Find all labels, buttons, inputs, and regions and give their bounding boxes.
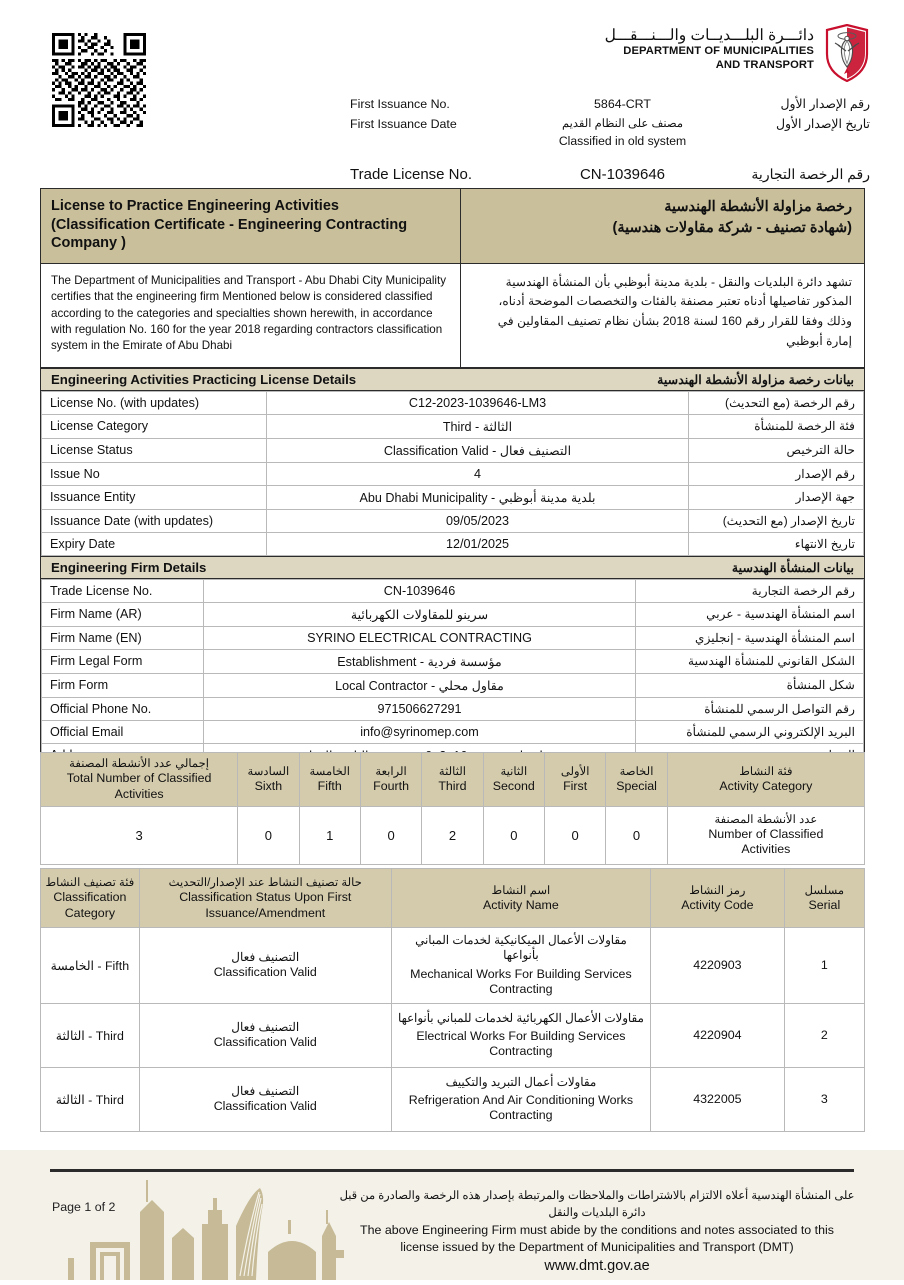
- abu-dhabi-falcon-emblem-icon: [824, 24, 870, 82]
- first-issuance-date-row: [350, 116, 870, 150]
- firm-details-header-ar: بيانات المنشأة الهندسية: [731, 560, 854, 575]
- serial-header-ar: مسلسل: [804, 883, 845, 897]
- activities-header-row: [41, 869, 865, 928]
- activity-classification: Third - الثالثة: [41, 1003, 140, 1067]
- class-header-ar: فئة تصنيف النشاط: [45, 876, 135, 889]
- col-header-en: Second: [492, 779, 535, 794]
- row-label-ar: رقم التواصل الرسمي للمنشأة: [636, 697, 864, 720]
- table-row: [42, 414, 864, 438]
- row-label-ar: اسم المنشأة الهندسية - عربي: [636, 602, 864, 626]
- row-label-en: Expiry Date: [42, 532, 267, 555]
- activity-status: [139, 1067, 391, 1131]
- total-header-en-line1: Total Number of Classified: [66, 771, 212, 786]
- activity-name-ar: مقاولات الأعمال الميكانيكية لخدمات المباني بأنواعها: [415, 933, 627, 963]
- activity-status-ar: التصنيف فعال: [231, 1083, 300, 1098]
- col-header-ar: الثانية: [500, 764, 528, 778]
- counts-col-header-second: [483, 753, 544, 807]
- qr-code-icon: [52, 33, 146, 127]
- activity-status-ar: التصنيف فعال: [231, 949, 300, 964]
- row-label-ar: اسم المنشأة الهندسية - إنجليزي: [636, 626, 864, 649]
- class-header-en-line2: Category: [64, 905, 116, 920]
- issuance-info-block: [350, 96, 870, 188]
- counts-col-header-third: [422, 753, 483, 807]
- row-value: 12/01/2025: [267, 532, 689, 555]
- footer-divider: [50, 1169, 854, 1172]
- col-header-en: Third: [438, 779, 467, 794]
- activity-status: [139, 1003, 391, 1067]
- certificate-title-english: [41, 189, 461, 263]
- abu-dhabi-skyline-icon: [60, 1180, 350, 1280]
- table-row: [42, 579, 864, 602]
- certificate-title-ar-line2: (شهادة تصنيف - شركة مقاولات هندسية): [612, 219, 852, 236]
- total-value: 3: [41, 806, 238, 864]
- serial-header-en: Serial: [808, 897, 841, 912]
- row-label-ar: البريد الإلكتروني الرسمي للمنشأة: [636, 720, 864, 743]
- activity-serial: 2: [784, 1003, 864, 1067]
- col-header-en: First: [563, 779, 588, 794]
- class-header-en-line1: Classification: [53, 890, 127, 905]
- document-header: [0, 0, 904, 184]
- activity-code: 4220904: [651, 1003, 785, 1067]
- license-details-header-ar: بيانات رخصة مزاولة الأنشطة الهندسية: [657, 372, 854, 387]
- certificate-title-en-line2: (Classification Certificate - Engineering Contracting: [51, 216, 408, 233]
- activity-name: [391, 928, 650, 1004]
- row-value: Classification Valid - التصنيف فعال: [267, 438, 689, 462]
- activity-status: [139, 928, 391, 1004]
- counts-col-header-special: [606, 753, 667, 807]
- counts-value-row: [41, 806, 865, 864]
- status-header-en-line2: Issuance/Amendment: [205, 905, 326, 920]
- row-value: C12-2023-1039646-LM3: [267, 391, 689, 414]
- row-value: سرينو للمقاولات الكهربائية: [204, 602, 636, 626]
- table-row: [42, 649, 864, 673]
- table-row: [42, 391, 864, 414]
- row-label-ar: رقم الرخصة (مع التحديث): [689, 391, 864, 414]
- count-third: 2: [422, 806, 483, 864]
- trade-license-no-row: [350, 164, 870, 186]
- classification-category-header: [41, 869, 140, 928]
- row-value: SYRINO ELECTRICAL CONTRACTING: [204, 626, 636, 649]
- row-label-en: Official Phone No.: [42, 697, 204, 720]
- code-header-en: Activity Code: [681, 897, 754, 912]
- table-row: [41, 1067, 865, 1131]
- org-name-english-line1: DEPARTMENT OF MUNICIPALITIES: [623, 45, 814, 58]
- firm-details-header-en: Engineering Firm Details: [51, 559, 207, 575]
- certificate-title-en-line3: Company ): [51, 235, 126, 252]
- activity-classification: Third - الثالثة: [41, 1067, 140, 1131]
- col-header-ar: الرابعة: [375, 764, 407, 778]
- col-header-en: Special: [616, 779, 657, 794]
- row-label-ar: جهة الإصدار: [689, 485, 864, 509]
- first-issuance-date-label: First Issuance Date: [350, 116, 457, 131]
- col-header-ar: الخامسة: [309, 764, 350, 778]
- row-label-ar: تاريخ الإصدار (مع التحديث): [689, 509, 864, 532]
- footer-note: [330, 1188, 864, 1274]
- license-details-section-header: [41, 368, 864, 391]
- count-fifth: 1: [299, 806, 360, 864]
- row-value: info@syrinomep.com: [204, 720, 636, 743]
- org-name-arabic: دائـــرة البلـــديــات والـــنـــقـــل: [604, 27, 814, 44]
- col-header-en: Fifth: [317, 779, 342, 794]
- count-special: 0: [606, 806, 667, 864]
- row-value: 4: [267, 462, 689, 485]
- row-label-en: Trade License No.: [42, 579, 204, 602]
- col-header-ar: السادسة: [247, 764, 290, 778]
- table-row: [42, 602, 864, 626]
- firm-details-table: [41, 579, 864, 768]
- row-label-en: Firm Legal Form: [42, 649, 204, 673]
- certificate-title-ar-line1: رخصة مزاولة الأنشطة الهندسية: [664, 199, 852, 215]
- col-header-ar: الأولى: [560, 764, 590, 778]
- activity-category-header-en: Activity Category: [719, 779, 813, 794]
- activity-category-header-ar: فئة النشاط: [739, 764, 793, 778]
- activity-serial: 3: [784, 1067, 864, 1131]
- activity-name: [391, 1003, 650, 1067]
- organization-logo: [605, 24, 870, 82]
- license-details-table: [41, 391, 864, 556]
- counts-row-label-ar: عدد الأنشطة المصنفة: [714, 812, 818, 826]
- activity-code: 4322005: [651, 1067, 785, 1131]
- counts-row-label-en-line1: Number of Classified: [708, 827, 824, 842]
- table-row: [42, 673, 864, 697]
- table-row: [42, 509, 864, 532]
- counts-table: [40, 752, 865, 865]
- classification-status-header: [139, 869, 391, 928]
- col-header-en: Sixth: [254, 779, 283, 794]
- firm-details-section-header: [41, 556, 864, 579]
- certificate-title-banner: [41, 189, 864, 264]
- count-fourth: 0: [360, 806, 421, 864]
- counts-col-header-fifth: [299, 753, 360, 807]
- count-sixth: 0: [238, 806, 299, 864]
- first-issuance-date-value: [525, 116, 720, 150]
- activity-code: 4220903: [651, 928, 785, 1004]
- row-label-en: Official Email: [42, 720, 204, 743]
- row-label-ar: الشكل القانوني للمنشأة الهندسية: [636, 649, 864, 673]
- col-header-en: Fourth: [373, 779, 409, 794]
- license-details-header-en: Engineering Activities Practicing License Details: [51, 371, 357, 387]
- classified-activities-counts: [40, 752, 865, 865]
- row-label-ar: حالة الترخيص: [689, 438, 864, 462]
- code-header-ar: رمز النشاط: [689, 883, 746, 897]
- footer-note-en-line1: The above Engineering Firm must abide by the conditions and notes associated to this: [360, 1223, 834, 1238]
- activity-name: [391, 1067, 650, 1131]
- row-value: 971506627291: [204, 697, 636, 720]
- row-value: 09/05/2023: [267, 509, 689, 532]
- row-label-en: Issue No: [42, 462, 267, 485]
- row-label-en: Firm Form: [42, 673, 204, 697]
- first-issuance-date-label-ar: تاريخ الإصدار الأول: [776, 116, 870, 131]
- counts-col-header-fourth: [360, 753, 421, 807]
- serial-header: [784, 869, 864, 928]
- activities-table: [40, 868, 865, 1132]
- table-row: [41, 1003, 865, 1067]
- activity-status-en: Classification Valid: [213, 1099, 317, 1114]
- trade-license-value: CN-1039646: [579, 166, 666, 184]
- certification-statement-en: The Department of Municipalities and Transport - Abu Dhabi City Municipality certifies that the engineering firm Mentioned below is considered classified according to the categories and specialties shown herewith, in accordance with regulation No. 160 for the year 2018 regarding contractors classification system in the Emirate of Abu Dhabi: [41, 264, 461, 367]
- table-row: [42, 720, 864, 743]
- certificate-title-arabic: [461, 189, 864, 263]
- row-label-ar: فئة الرخصة للمنشأة: [689, 414, 864, 438]
- table-row: [42, 485, 864, 509]
- footer-note-ar: على المنشأة الهندسية أعلاه الالتزام بالاشتراطات والملاحظات والمرتبطة بإصدار هذه الرخصة والصادرة من قبل دائرة البلديات والنقل: [339, 1190, 855, 1220]
- activity-status-en: Classification Valid: [213, 965, 317, 980]
- row-label-en: Firm Name (AR): [42, 602, 204, 626]
- row-label-ar: رقم الرخصة التجارية: [636, 579, 864, 602]
- total-header-en-line2: Activities: [114, 786, 164, 801]
- row-label-en: License Status: [42, 438, 267, 462]
- table-row: [41, 928, 865, 1004]
- counts-row-label: [667, 806, 864, 864]
- table-row: [42, 697, 864, 720]
- activity-name-ar: مقاولات الأعمال الكهربائية لخدمات للمباني بأنواعها: [397, 1010, 644, 1025]
- activity-category-header: [667, 753, 864, 807]
- row-label-en: License Category: [42, 414, 267, 438]
- row-label-ar: تاريخ الانتهاء: [689, 532, 864, 555]
- count-first: 0: [544, 806, 605, 864]
- name-header-ar: اسم النشاط: [491, 883, 551, 897]
- row-label-en: Issuance Date (with updates): [42, 509, 267, 532]
- table-row: [42, 462, 864, 485]
- certificate-title-en-line1: License to Practice Engineering Activities: [51, 198, 339, 214]
- row-value: CN-1039646: [204, 579, 636, 602]
- footer-note-en-line2: license issued by the Department of Municipalities and Transport (DMT): [400, 1240, 794, 1255]
- first-issuance-no-label: First Issuance No.: [350, 97, 450, 111]
- activities-list: [40, 868, 865, 1132]
- trade-license-label: Trade License No.: [350, 166, 473, 184]
- counts-header-row: [41, 753, 865, 807]
- row-label-en: Issuance Entity: [42, 485, 267, 509]
- first-issuance-no-row: [350, 96, 870, 114]
- count-second: 0: [483, 806, 544, 864]
- activity-classification: Fifth - الخامسة: [41, 928, 140, 1004]
- status-header-en-line1: Classification Status Upon First: [179, 890, 352, 905]
- row-value: Third - الثالثة: [267, 414, 689, 438]
- dmt-website-url[interactable]: www.dmt.gov.ae: [544, 1258, 650, 1275]
- certification-statement: [41, 264, 864, 368]
- first-issuance-no-value: 5864-CRT: [594, 97, 651, 111]
- col-header-ar: الثالثة: [438, 764, 466, 778]
- document-footer: [0, 1150, 904, 1280]
- col-header-ar: الخاصة: [619, 764, 654, 778]
- org-name-english-line2: AND TRANSPORT: [715, 59, 814, 72]
- activity-name-header: [391, 869, 650, 928]
- counts-col-header-first: [544, 753, 605, 807]
- row-value: Abu Dhabi Municipality - بلدية مدينة أبوظبي: [267, 485, 689, 509]
- page-number: Page 1 of 2: [52, 1200, 116, 1214]
- total-header: [41, 753, 238, 807]
- table-row: [42, 626, 864, 649]
- first-issuance-date-value-en: Classified in old system: [558, 133, 687, 148]
- activity-name-en: Refrigeration And Air Conditioning Works Contracting: [408, 1092, 634, 1123]
- activity-status-en: Classification Valid: [213, 1035, 317, 1050]
- certificate-body: [40, 188, 865, 769]
- activity-status-ar: التصنيف فعال: [231, 1019, 300, 1034]
- row-value: Establishment - مؤسسة فردية: [204, 649, 636, 673]
- row-label-en: Firm Name (EN): [42, 626, 204, 649]
- first-issuance-date-value-ar: مصنف على النظام القديم: [562, 117, 683, 130]
- activity-name-en: Mechanical Works For Building Services Contracting: [410, 966, 632, 997]
- activity-name-ar: مقاولات أعمال التبريد والتكييف: [445, 1074, 597, 1089]
- total-header-ar: إجمالي عدد الأنشطة المصنفة: [69, 757, 210, 770]
- table-row: [42, 438, 864, 462]
- counts-row-label-en-line2: Activities: [741, 842, 791, 857]
- table-row: [42, 532, 864, 555]
- activity-serial: 1: [784, 928, 864, 1004]
- row-label-ar: رقم الإصدار: [689, 462, 864, 485]
- activity-name-en: Electrical Works For Building Services Contracting: [416, 1028, 626, 1059]
- activity-code-header: [651, 869, 785, 928]
- row-value: Local Contractor - مقاول محلي: [204, 673, 636, 697]
- counts-col-header-sixth: [238, 753, 299, 807]
- status-header-ar: حالة تصنيف النشاط عند الإصدار/التحديث: [168, 876, 362, 889]
- trade-license-label-ar: رقم الرخصة التجارية: [751, 166, 870, 183]
- certification-statement-ar: تشهد دائرة البلديات والنقل - بلدية مدينة أبوظبي بأن المنشأة الهندسية المذكور تفاصيلها أدناه تعتبر مصنفة بالفئات والتخصصات الموضحة أدناه، وذلك وفقا للقرار رقم 160 لسنة 2018 بشأن نظام تصنيف المقاولين في إمارة أبوظبي: [497, 274, 852, 348]
- name-header-en: Activity Name: [483, 897, 559, 912]
- first-issuance-no-label-ar: رقم الإصدار الأول: [780, 97, 870, 111]
- row-label-en: License No. (with updates): [42, 391, 267, 414]
- row-label-ar: شكل المنشأة: [636, 673, 864, 697]
